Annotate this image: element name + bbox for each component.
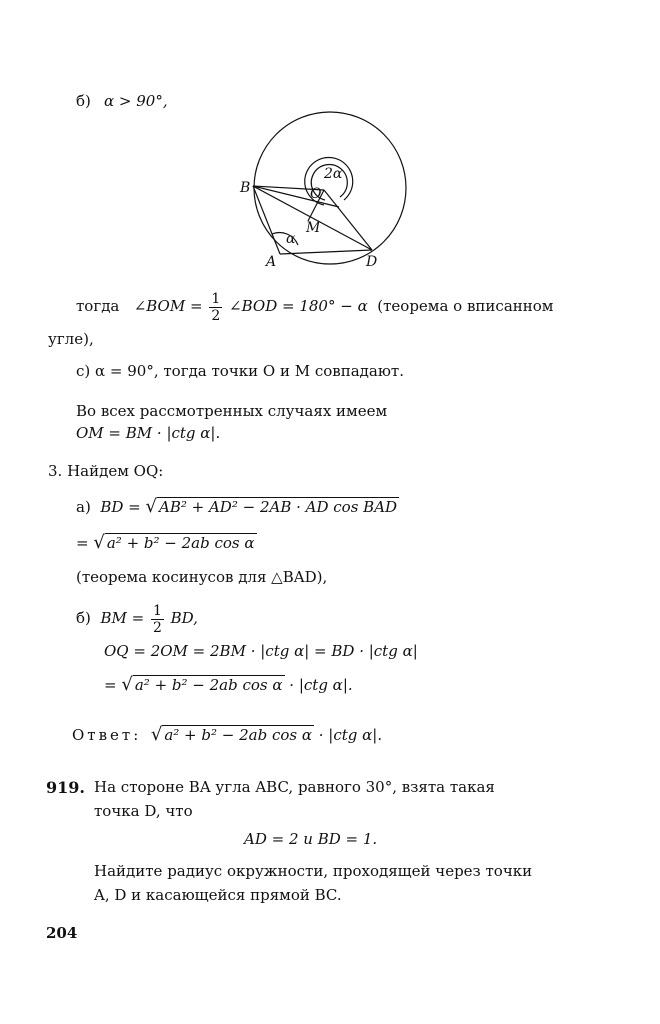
case-b-condition: α > 90°, bbox=[104, 92, 168, 110]
segment-BA bbox=[253, 186, 280, 254]
segment-AD bbox=[280, 250, 372, 254]
answer-label: Ответ: bbox=[72, 726, 142, 744]
problem-line1: На стороне BA угла ABC, равного 30°, взята такая bbox=[94, 778, 495, 796]
case-b-label: б) bbox=[76, 92, 91, 110]
page-number: 204 bbox=[46, 924, 78, 942]
angle-bom: ∠BOM = bbox=[133, 297, 203, 315]
part-b-rhs: BD, bbox=[170, 609, 198, 627]
problem-task1: Найдите радиус окружности, проходящей через точки bbox=[94, 862, 533, 880]
problem-task2: A, D и касающейся прямой BC. bbox=[94, 886, 342, 904]
part-b-label: б) bbox=[76, 609, 91, 627]
label-alpha: α bbox=[286, 231, 296, 247]
oq-result-prefix: = bbox=[104, 676, 117, 694]
problem-number: 919. bbox=[46, 778, 85, 797]
label-A: A bbox=[266, 254, 277, 270]
label-M: M bbox=[306, 220, 321, 236]
part-a-line2 bbox=[76, 532, 257, 553]
angle-bom-line bbox=[76, 288, 553, 324]
angle-bod-eq: ∠BOD = 180° − α bbox=[229, 297, 368, 315]
answer-suffix: · |ctg α|. bbox=[318, 726, 383, 744]
half-numerator-2: 1 bbox=[152, 602, 162, 619]
sqrt-sign-2: √ bbox=[93, 532, 105, 553]
sqrt-sign-3: √ bbox=[121, 674, 133, 695]
sqrt-sign-4: √ bbox=[150, 724, 163, 745]
circle-diagram bbox=[236, 110, 416, 270]
half-fraction-2 bbox=[151, 604, 164, 635]
half-denominator: 2 bbox=[211, 307, 221, 324]
all-cases-formula: OM = BM · |ctg α|. bbox=[76, 424, 221, 442]
oq-line: OQ = 2OM = 2BM · |ctg α| = BD · |ctg α| bbox=[104, 642, 418, 660]
part-b-line1 bbox=[76, 600, 198, 636]
label-B: B bbox=[240, 180, 251, 196]
label-D: D bbox=[366, 254, 378, 270]
part-a-line2-prefix: = bbox=[76, 534, 89, 552]
label-2alpha: 2α bbox=[324, 166, 343, 182]
part-a-lhs: BD = bbox=[100, 498, 141, 516]
togda-word: тогда bbox=[76, 297, 120, 315]
problem-condition: AD = 2 и BD = 1. bbox=[244, 830, 378, 848]
part-a-radicand: AB² + AD² − 2AB · AD cos BAD bbox=[159, 498, 398, 516]
problem-line2: точка D, что bbox=[94, 802, 193, 820]
theorem-part1: (теорема о вписанном bbox=[377, 297, 554, 315]
half-numerator: 1 bbox=[211, 290, 221, 307]
answer-radicand: a² + b² − 2ab cos α bbox=[164, 726, 312, 744]
answer-line bbox=[72, 724, 382, 745]
theorem-part2: угле), bbox=[48, 330, 94, 348]
oq-result-suffix: · |ctg α|. bbox=[289, 676, 353, 694]
oq-result-radicand: a² + b² − 2ab cos α bbox=[134, 676, 283, 694]
oq-result bbox=[104, 674, 353, 695]
part-a-line1 bbox=[76, 496, 399, 517]
part-a-label: а) bbox=[76, 498, 91, 516]
half-fraction bbox=[209, 292, 222, 323]
half-denominator-2: 2 bbox=[152, 619, 162, 636]
segment-BQ bbox=[253, 186, 339, 207]
part-a-line2-radicand: a² + b² − 2ab cos α bbox=[106, 534, 255, 552]
all-cases-intro: Во всех рассмотренных случаях имеем bbox=[76, 402, 388, 420]
segment-OD bbox=[324, 190, 372, 250]
label-O: O bbox=[310, 186, 322, 202]
part-b-lhs: BM = bbox=[100, 609, 145, 627]
outer-circle bbox=[254, 112, 406, 264]
case-c: с) α = 90°, тогда точки O и M совпадают. bbox=[76, 362, 404, 380]
sqrt-sign-1: √ bbox=[145, 496, 157, 517]
cosine-note: (теорема косинусов для △BAD), bbox=[76, 568, 328, 586]
step-3-heading: 3. Найдем OQ: bbox=[48, 462, 164, 480]
